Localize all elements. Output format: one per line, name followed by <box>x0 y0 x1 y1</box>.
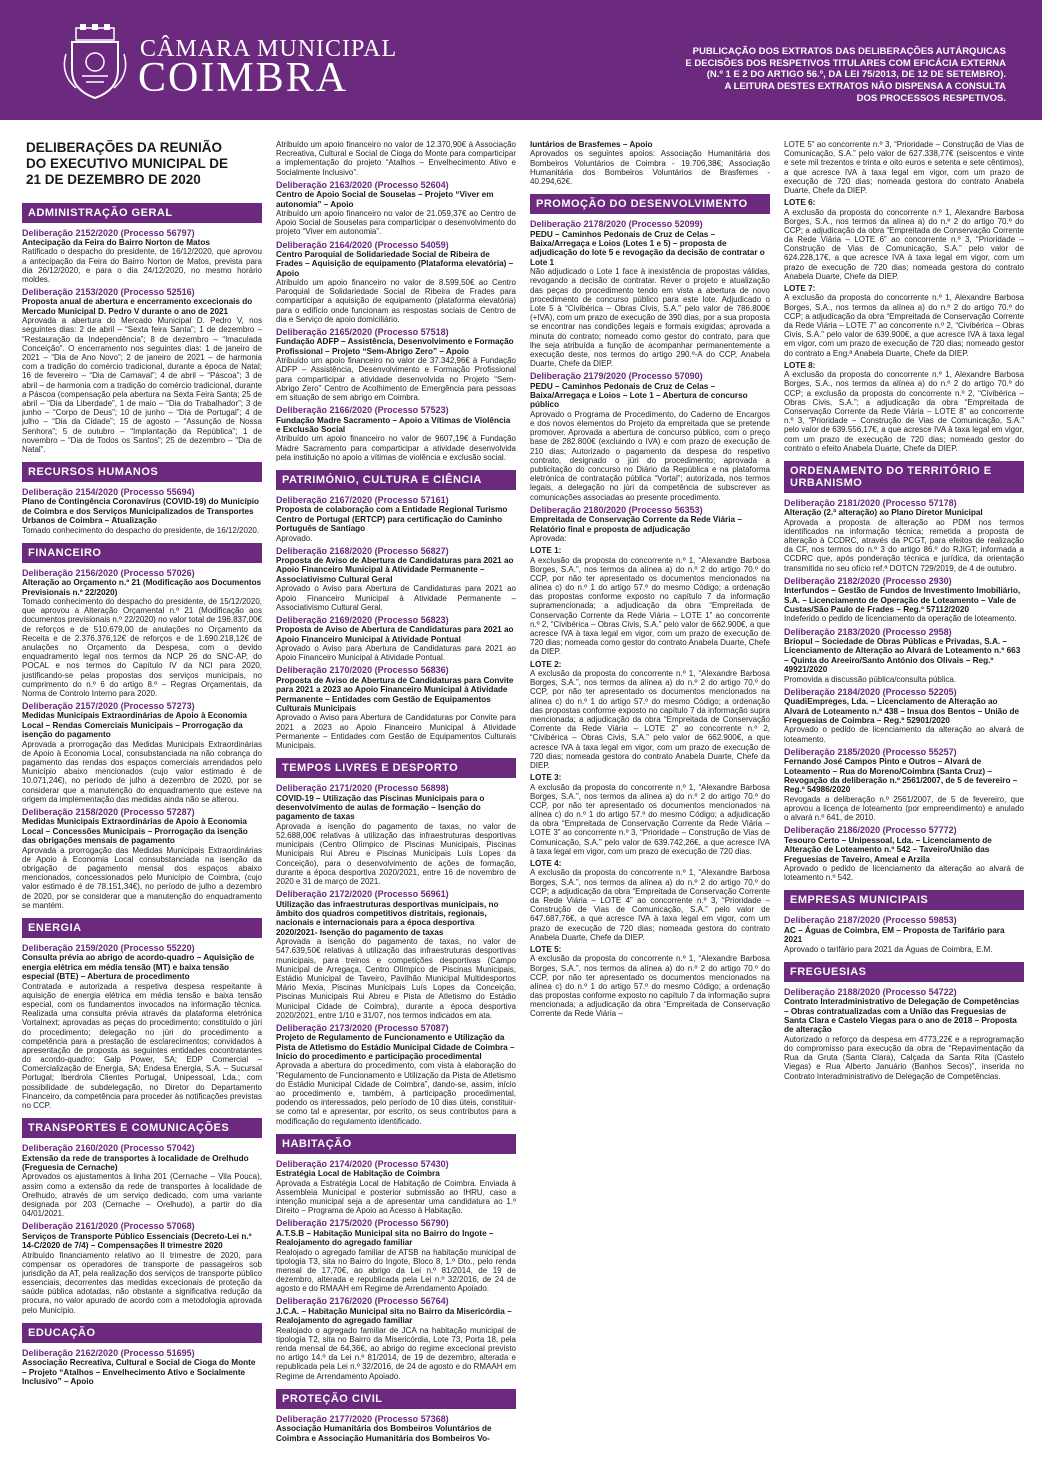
brand-name-line2: COIMBRA <box>138 55 349 101</box>
deliberation-number: Deliberação 2185/2020 (Processo 55257) <box>784 746 957 757</box>
deliberation-body: Promovida a discussão pública/consulta pública. <box>784 674 957 684</box>
section-header: PROMOÇÃO DO DESENVOLVIMENTO <box>530 194 770 214</box>
deliberation-body: LOTE 5” ao concorrente n.º 3, “Prioridade – Construção de Vias de Comunicação, S.A.” pelo valor de 627.338,77€ (seiscentos e vinte e sete mil trezentos e trinta e oito euros e setenta e sete cêntimos), a que acresce IVA à taxa legal em vigor, com um prazo de execução de 720 dias; nomeada gestora do contrato Anabela Duarte, Chefe da DIEP. <box>784 140 1024 195</box>
column-1 <box>22 140 262 1445</box>
title-line: DO EXECUTIVO MUNICIPAL DE <box>26 156 229 172</box>
deliberation-title: Medidas Municipais Extraordinárias de Apoio à Economia Local – Concessões Municipais – Prorrogação da isenção das obrigações mensais de pagamento <box>22 817 248 846</box>
deliberation-number: Deliberação 2175/2020 (Processo 56790) <box>276 1218 449 1229</box>
deliberation-body: Aprovada a prorrogação das Medidas Municipais Extraordinárias de Apoio à Economia Local, consubstanciada na não cobrança do pagamento das rendas dos espaços comerciais arrendados pelo Município abaixo mencionados (cujo valor estimado é de 10.071,24€), no período de julho a dezembro de 2020, por se considerar que a manutenção do enquadramento que esteve na origem da implementação das medidas ainda não se alterou. <box>22 739 262 804</box>
deliberation-body: Tomado conhecimento do despacho do presidente, de 15/12/2020, que aprovou a Alteração Orçamental n.º 21 (Modificação aos documentos previsionais n.º 22/2020) no valor total de 196.837,00€ de reforços e de 510.679,00 de anulações no Orçamento da Receita e de 2.376.376,12€ de reforços e de 1.690.218,12€ de anulações no Orçamento da Despesa, com o devido enquadramento legal nos termos da NCP 26 do SNC-AP, do POCAL e nos termos do Capítulo IV da NCI para 2020, justificando-se pelas propostas dos serviços municipais, no cumprimento do n.º 6 do artigo 8.º – Regras Orçamentais, da Norma de Controlo Interno para 2020. <box>22 597 262 698</box>
deliberation-body: Aprovado. <box>276 533 313 543</box>
deliberation-number: Deliberação 2179/2020 (Processo 57090) <box>530 371 703 382</box>
deliberation-number: Deliberação 2174/2020 (Processo 57430) <box>276 1158 449 1169</box>
deliberation-body: Aprovado o pedido de licenciamento da alteração ao alvará de loteamento n.º 542. <box>784 863 1024 883</box>
deliberation-body: Tomado conhecimento do despacho do presidente, de 16/12/2020. <box>22 525 260 535</box>
column-4 <box>784 140 1024 1445</box>
deliberation-title: Utilização das infraestruturas desportivas municipais, no âmbito dos quadros competitivos distritais, regionais, nacionais e internacionais para a época desportiva 2020/2021- Isenção do pagamento de taxas <box>276 899 499 937</box>
deliberation-body: Autorizado o reforço da despesa em 4773,22€ e a reprogramação do compromisso para execução da obra de “Repavimentação da Rua da Gruta (Santa Clara), Calçada da Santa Rita (Castelo Viegas) e Rua Alberto Januário (Banhos Secos)”, inserida no Contrato Interadministrativo de Delegação de Competências. <box>784 1034 1024 1081</box>
deliberation-body: Aprovado o tarifário para 2021 da Águas de Coimbra, E.M. <box>784 944 993 954</box>
deliberation-title: Proposta de Aviso de Abertura de Candidaturas para 2021 ao Apoio Financeiro Municipal à Atividade Permanente – Associativismo Cultural Geral <box>276 556 514 584</box>
deliberation-number: Deliberação 2184/2020 (Processo 52205) <box>784 686 957 697</box>
column-2 <box>276 140 516 1445</box>
section-header: ADMINISTRAÇÃO GERAL <box>22 203 262 223</box>
deliberation-body: A exclusão da proposta do concorrente n.º 1, “Alexandre Barbosa Borges, S.A.”, nos termos da alínea a) do n.º 2 do artigo 70.º do CCP, por não ter apresentado os documentos mencionados na alínea c) do n.º 1 do artigo 57.º do mesmo Código; a adjudicação da obra “Empreitada de Conservação Corrente da Rede Viária – LOTE 3” ao concorrente n.º 3, “Prioridade – Construção de Vias de Comunicação, S.A.” pelo valor de 639.742,26€, a que acresce IVA à taxa legal em vigor, com um prazo de execução de 720 dias. <box>530 782 770 856</box>
deliberation-title: Proposta de Aviso de Abertura de Candidaturas para 2021 ao Apoio Financeiro Municipal à Atividade Pontual <box>276 625 514 644</box>
deliberation-body: Aprovada a isenção do pagamento de taxas, no valor de 52.688,00€ relativas à utilização das infraestruturas desportivas municipais (Centro Olímpico de Piscinas Municipais, Piscinas Municipais Rui Abreu e Piscinas Municipais Luís Lopes da Conceição), para o desenvolvimento de ações de formação, durante a época desportiva 2020/2021, entre 16 de novembro de 2020 e 31 de março de 2021. <box>276 821 516 886</box>
notice-line: DOS PROCESSOS RESPETIVOS. <box>856 92 1006 104</box>
deliberation-number: Deliberação 2161/2020 (Processo 57068) <box>22 1221 195 1232</box>
notice-line: (N.º 1 E 2 DO ARTIGO 56.º, DA LEI 75/2013, DE 12 DE SETEMBRO). <box>706 69 1006 81</box>
deliberation-title: Centro de Apoio Social de Souselas – Projeto “Viver em autonomia” – Apoio <box>276 190 494 209</box>
deliberation-title: Plano de Contingência Coronavírus (COVID-19) do Município de Coimbra e dos Serviços Municipalizados de Transportes Urbanos de Coimbra – Atualização <box>22 497 259 526</box>
deliberation-title: LOTE 6: <box>784 198 816 208</box>
deliberation-title: Consulta prévia ao abrigo de acordo-quadro – Aquisição de energia elétrica em média tensão (MT) e baixa tensão especial (BTE) – Abertura de procedimento <box>22 953 255 982</box>
deliberation-body: Aprovada a proposta de alteração ao PDM nos termos identificados na informação técnica; remetida a proposta de alteração à CCDRC, através da PCGT, para efeitos de realização da CF, nos termos do n.º 3 do artigo 86.º do RJIGT; informada a CCDRC que, após ponderação técnica e jurídica, da orientação transmitida no seu ofício ref.ª DOTCN 729/2019, de 4 de outubro. <box>784 517 1024 573</box>
deliberation-number: Deliberação 2187/2020 (Processo 59853) <box>784 915 957 926</box>
publication-notice <box>676 46 1006 104</box>
deliberation-number: Deliberação 2176/2020 (Processo 56764) <box>276 1296 449 1307</box>
section-header: FREGUESIAS <box>784 962 1024 982</box>
deliberation-body: Aprovado o pedido de licenciamento da alteração ao alvará de loteamento. <box>784 725 1024 744</box>
deliberation-number: Deliberação 2152/2020 (Processo 56797) <box>22 227 195 238</box>
deliberation-body: Atribuído um apoio financeiro no valor de 8.599,50€ ao Centro Paroquial de Solidariedade Social de Ribeira de Frades para comparticipar a aquisição de equipamento (plataforma elevatória) para o edifício onde funcionam as respostas sociais de Centro de dia e Serviço de apoio domiciliário. <box>276 278 516 324</box>
deliberation-title: Contrato Interadministrativo de Delegação de Competências – Obras contratualizadas com a União das Freguesias de Santa Clara e Castelo Viegas para o ano de 2018 – Proposta de alteração <box>784 997 1020 1035</box>
deliberation-number: Deliberação 2156/2020 (Processo 57026) <box>22 567 195 578</box>
deliberation-body: Ratificado o despacho do presidente, de 16/12/2020, que aprovou a antecipação da Feira do Bairro Norton de Matos, prevista para dia 26/12/2020, e para o dia 24/12/2020, no mesmo horário moldes. <box>22 247 262 284</box>
deliberation-body: A exclusão da proposta do concorrente n.º 1, “Alexandre Barbosa Borges, S.A.”, nos termos da alínea a) do n.º 2 do artigo 70.º do CCP, por não ter apresentado os documentos mencionados na alínea c) do n.º 1 do artigo 57.º do mesmo Código; a ordenação das propostas conforme exposto no capítulo 7 da informação supra mencionada; a adjudicação da obra “Empreitada de Conservação Corrente da Rede Viária – <box>530 954 770 1019</box>
deliberation-title: LOTE 2: <box>530 659 562 669</box>
deliberation-number: Deliberação 2157/2020 (Processo 57273) <box>22 701 195 712</box>
section-header: EDUCAÇÃO <box>22 1323 262 1343</box>
deliberation-body: A exclusão da proposta do concorrente n.º 1, Alexandre Barbosa Borges, S.A., nos termos da alínea a) do n.º 2 do artigo 70.º do CCP; a exclusão da proposta do concorrente n.º 2, “Civibérica – Obras Civis, S.A.”; a adjudicação da obra “Empreitada de Conservação Corrente da Rede Viária – LOTE 8” ao concorrente n.º 3, “Prioridade – Construção de Vias de Comunicação, S.A.” pelo valor de 639.556,17€, a que acresce IVA à taxa legal em vigor, com um prazo de execução de 720 dias; nomeado gestor do contrato o efeito Anabela Duarte, Chefe da DIEP. <box>784 370 1024 453</box>
deliberation-title: AC – Águas de Coimbra, EM – Proposta de Tarifário para 2021 <box>784 925 1005 945</box>
deliberation-body: Aprovada a Estratégia Local de Habitação de Coimbra. Enviada à Assembleia Municipal e posterior submissão ao IHRU, caso a intenção municipal seja a de apresentar uma candidatura ao 1.º Direito – Programa de Apoio ao Acesso à Habitação. <box>276 1178 516 1216</box>
deliberation-body: Atribuído financiamento relativo ao II trimestre de 2020, para compensar os operadores de transporte de passageiros sob jurisdição da AT, pela realização dos serviços de transporte público essenciais, decorrentes das medidas excecionais de proteção da saúde pública adotadas, não obstante a significativa redução da procura, no valor apurado de acordo com a metodologia aprovada pelo Município. <box>22 1250 262 1315</box>
deliberation-title: LOTE 3: <box>530 773 562 783</box>
deliberation-title: Associação Humanitária dos Bombeiros Voluntários de Coimbra e Associação Humanitária dos Bombeiros Vo- <box>276 1424 492 1443</box>
deliberation-title: Associação Recreativa, Cultural e Social de Cioga do Monte – Projeto “Atalhos – Envelhecimento Ativo e Socialmente Inclusivo” – Apoio <box>22 1358 256 1387</box>
deliberation-title: LOTE 7: <box>784 284 816 294</box>
deliberation-title: QuadiEmpreges, Lda. – Licenciamento de Alteração ao Alvará de Loteamento n.º 438 – Insua dos Bentos – União de Freguesias de Coimbra – Reg.º 52901/2020 <box>784 697 1020 725</box>
deliberation-body: A exclusão da proposta do concorrente n.º 1, “Alexandre Barbosa Borges, S.A.”, nos termos da alínea a) do n.º 2 do artigo 70.º do CCP, por não ter apresentado os documentos mencionados na alínea c) do n.º 1 do artigo 57.º do mesmo Código; a ordenação das propostas conforme exposto no capítulo 7 da informação supramencionada; a adjudicação da obra “Empreitada de Conservação Corrente da Rede Viária – LOTE 1” ao concorrente n.º 2, “Civibérica – Obras Civis, S.A.” pelo valor de 662.900€, a que acresce IVA à taxa legal em vigor, com um prazo de execução de 720 dias; nomeada como gestor do contrato Anabela Duarte, Chefe da DIEP. <box>530 555 770 657</box>
deliberation-body: Aprovada a prorrogação das Medidas Municipais Extraordinárias de Apoio à Economia Local consubstanciada na isenção da obrigação de pagamento mensal dos espaços abaixo mencionados, concessionados pelo Município de Coimbra, (cujo valor estimado é de 78.151,34€), no período de julho a dezembro de 2020, por se considerar que a manutenção do enquadramento se mantém. <box>22 845 262 910</box>
title-line: 21 DE DEZEMBRO DE 2020 <box>26 172 201 188</box>
deliberation-title: Fernando José Campos Pinto e Outros – Alvará de Loteamento – Rua do Moreno/Coimbra (Santa Cruz) – Revogação da deliberação n.º 2561/2007, de 5 de fevereiro – Reg.º 54986/2020 <box>784 757 1018 795</box>
deliberation-title: luntários de Brasfemes – Apoio <box>530 140 653 149</box>
deliberation-title: Empreitada de Conservação Corrente da Rede Viária – Relatório final e proposta de adjudicação <box>530 515 742 534</box>
deliberation-title: A.T.S.B – Habitação Municipal sita no Bairro do Ingote – Realojamento do agregado familiar <box>276 1228 494 1248</box>
deliberation-number: Deliberação 2163/2020 (Processo 52604) <box>276 179 449 190</box>
deliberation-number: Deliberação 2167/2020 (Processo 57161) <box>276 494 449 505</box>
deliberation-title: Proposta de Aviso de Abertura de Candidaturas para Convite para 2021 a 2023 ao Apoio Financeiro Municipal à Atividade Permanente – Entidades com Gestão de Equipamentos Culturais Municipais <box>276 675 514 714</box>
deliberation-title: Medidas Municipais Extraordinárias de Apoio à Economia Local – Rendas Comerciais Municipais – Prorrogação da isenção do pagamento <box>22 711 247 740</box>
deliberation-title: Projeto de Regulamento de Funcionamento e Utilização da Pista de Atletismo do Estádio Municipal Cidade de Coimbra – Início do procedimento e participação procedimental <box>276 1033 515 1062</box>
deliberation-body: A exclusão da proposta do concorrente n.º 1, “Alexandre Barbosa Borges, S.A.”, nos termos da alínea a) do n.º 2 do artigo 70.º do CCP; a adjudicação da obra “Empreitada de Conservação Corrente da Rede Viária – LOTE 4” ao concorrente n.º 3, “Prioridade – Construção de Vias de Comunicação, S.A.” pelo valor de 647.687,76€, a que acresce IVA à taxa legal em vigor, com um prazo de execução de 720 dias; nomeada gestora do contrato Anabela Duarte, Chefe da DIEP. <box>530 868 770 942</box>
deliberation-body: Aprovada: <box>530 533 567 543</box>
deliberation-title: Alteração ao Orçamento n.º 21 (Modificação aos Documentos Previsionais n.º 22/2020) <box>22 578 262 597</box>
deliberation-title: PEDU – Caminhos Pedonais de Cruz de Celas – Baixa/Arregaça e Loios – Lote 1 – Abertura de concurso público <box>530 381 748 410</box>
deliberation-body: Realojado o agregado familiar de ATSB na habitação municipal de tipologia T3, sita no Bairro do Ingote, Bloco 8, 1.º Dto., pelo renda mensal de 17,70€, ao abrigo da Lei n.º 81/2014, de 19 de dezembro, alterada e republicada pela Lei n.º 32/2016, de 24 de agosto e do RMAAH em Regime de Arrendamento Apoiado. <box>276 1247 516 1294</box>
deliberation-number: Deliberação 2186/2020 (Processo 57772) <box>784 825 957 836</box>
deliberation-number: Deliberação 2153/2020 (Processo 52516) <box>22 287 195 298</box>
deliberation-body: Aprovado o Aviso para Abertura de Candidaturas para 2021 ao Apoio Financeiro Municipal à Atividade Permanente – Associativismo Cultural Geral. <box>276 584 516 612</box>
deliberation-body: Aprovada a abertura do Mercado Municipal D. Pedro V, nos seguintes dias: 2 de abril – “Sexta feira Santa”; 1 de dezembro – “Restauração da Independência”; 8 de dezembro – “Imaculada Conceição”. O encerramento nos seguintes dias: 1 de janeiro de 2021 – “Dia de Ano Novo”; 2 de janeiro de 2021 – de harmonia com a tradição do comércio tradicional, durante a época de Natal; 16 de fevereiro – “Dia de Carnaval”; 4 de abril – “Páscoa”; 3 de abril – de harmonia com a tradição do comércio tradicional, durante a Páscoa (compensação pela abertura na Sexta Feira Santa; 25 de abril – “Dia da Liberdade”, 1 de maio – “Dia do Trabalhador”; 3 de junho – “Corpo de Deus”; 10 de junho – “Dia de Portugal”; 4 de julho – “Dia da Cidade”; 15 de agosto – “Assunção de Nossa Senhora”; 5 de outubro – “Implantação da República”; 1 de novembro – “Dia de Todos os Santos”; 25 de dezembro – “Dia de Natal”. <box>22 316 262 454</box>
coat-of-arms-icon <box>62 24 128 100</box>
deliberation-number: Deliberação 2183/2020 (Processo 2958) <box>784 626 952 637</box>
deliberation-body: Aprovados os seguintes apoios: Associação Humanitária dos Bombeiros Voluntários de Coimbra - 19.706,38€; Associação Humanitária dos Bombeiros Voluntários de Brasfemes - 40.294,62€. <box>530 149 770 186</box>
deliberation-number: Deliberação 2172/2020 (Processo 56961) <box>276 889 449 900</box>
deliberation-number: Deliberação 2181/2020 (Processo 57178) <box>784 497 957 508</box>
deliberation-number: Deliberação 2171/2020 (Processo 56898) <box>276 783 449 794</box>
deliberation-title: LOTE 8: <box>784 360 816 370</box>
deliberation-number: Deliberação 2154/2020 (Processo 55694) <box>22 487 195 498</box>
deliberation-body: Aprovado o Aviso para Abertura de Candidaturas para 2021 ao Apoio Financeiro Municipal à Atividade Pontual. <box>276 644 516 663</box>
deliberation-body: Aprovada a abertura do procedimento, com vista à elaboração do “Regulamento de Funcionamento e Utilização da Pista de Atletismo do Estádio Municipal Cidade de Coimbra”, dando-se, assim, início ao procedimento e, também, à participação procedimental, podendo os interessados, pelo período de 10 dias úteis, constituir-se como tal e apresentar, por escrito, os seus contributos para a modificação do regulamento identificado. <box>276 1061 516 1126</box>
deliberation-body: Realojado o agregado familiar de JCA na habitação municipal de tipologia T2, sita no Bairro da Misericórdia, Lote 73, Porta 18, pela renda mensal de 64,36€, ao abrigo do regime excecional previsto no artigo 14.º da Lei n.º 81/2014, de 19 de dezembro, alterada e republicada pela Lei n.º 32/2016, de 24 de agosto e do RMAAH em Regime de Arrendamento Apoiado. <box>276 1325 516 1381</box>
deliberation-title: Antecipação da Feira do Bairro Norton de Matos <box>22 237 210 247</box>
deliberation-title: LOTE 5: <box>530 944 562 954</box>
deliberation-title: J.C.A. – Habitação Municipal sita no Bairro da Misericórdia – Realojamento do agregado familiar <box>276 1306 512 1326</box>
section-header: EMPRESAS MUNICIPAIS <box>784 890 1024 910</box>
deliberation-title: Fundação Madre Sacramento – Apoio a Vítimas de Violência e Exclusão Social <box>276 415 511 434</box>
deliberation-title: Proposta de colaboração com a Entidade Regional Turismo Centro de Portugal (ERTCP) para certificação do Caminho Português de Santiago <box>276 505 508 534</box>
deliberation-number: Deliberação 2158/2020 (Processo 57287) <box>22 807 195 818</box>
deliberation-title: Serviços de Transporte Público Essenciais (Decreto-Lei n.º 14-C/2020 de 7/4) – Compensações II trimestre 2020 <box>22 1231 252 1251</box>
section-header: ORDENAMENTO DO TERRITÓRIO E URBANISMO <box>784 461 1024 493</box>
section-header: FINANCEIRO <box>22 543 262 563</box>
deliberation-title: Extensão da rede de transportes à localidade de Orelhudo (Freguesia de Cernache) <box>22 1153 249 1172</box>
deliberation-body: Aprovado o Programa de Procedimento, do Caderno de Encargos e dos novos elementos do Projeto da empreitada que se pretende promover. Aprovada a abertura de concurso público, com o preço base de 282.800€ (excluindo o IVA) e com prazo de execução de 210 dias; Autorizado o pagamento da despesa do respetivo contrato, designado o júri do procedimento; aprovada a publicitação do concurso no Diário da República e na plataforma eletrónica de contratação pública “Vortal”; autorizada, nos termos legais, a delegação no júri da competência de subscrever as comunicações associadas ao presente procedimento. <box>530 409 770 502</box>
deliberation-body: Atribuído um apoio financeiro no valor de 12.370,90€ à Associação Recreativa, Cultural e Social de Cioga do Monte para comparticipar a implementação do projeto “Atalhos – Envelhecimento Ativo e Socialmente Inclusivo”. <box>276 140 516 177</box>
deliberation-number: Deliberação 2178/2020 (Processo 52099) <box>530 219 703 230</box>
section-header: ENERGIA <box>22 918 262 938</box>
deliberation-body: Indeferido o pedido de licenciamento da operação de loteamento. <box>784 614 1017 624</box>
section-header: TRANSPORTES E COMUNICAÇÕES <box>22 1118 262 1138</box>
deliberation-number: Deliberação 2168/2020 (Processo 56827) <box>276 545 449 556</box>
page-title <box>26 140 262 189</box>
deliberation-title: Briopul – Sociedade de Obras Públicas e Privadas, S.A. – Licenciamento de Alteração ao Alvará de Loteamento n.º 663 – Quinta do Areeiro/Santo António dos Olivais – Reg.º 49921/2020 <box>784 636 1021 675</box>
deliberation-body: A exclusão da proposta do concorrente n.º 1, “Alexandre Barbosa Borges, S.A.”, nos termos da alínea a) do n.º 2 do artigo 70.º do CCP, por não ter apresentado os documentos mencionados na alínea c) do n.º 1 do artigo 57.º do mesmo Código; a ordenação das propostas conforme exposto no capítulo 7 da informação supra mencionada; a adjudicação da obra “Empreitada de Conservação Corrente da Rede Viária – LOTE 2” ao concorrente n.º 2, “Civibérica – Obras Civis, S.A.” pelo valor de 662.900€, a que acresce IVA à taxa legal em vigor, com um prazo de execução de 720 dias; nomeada gestora do contrato Anabela Duarte, Chefe da DIEP. <box>530 669 770 770</box>
deliberation-number: Deliberação 2177/2020 (Processo 57368) <box>276 1413 449 1424</box>
deliberation-title: Proposta anual de abertura e encerramento excecionais do Mercado Municipal D. Pedro V durante o ano de 2021 <box>22 297 253 316</box>
notice-line: PUBLICAÇÃO DOS EXTRATOS DAS DELIBERAÇÕES AUTÁRQUICAS <box>692 46 1006 57</box>
section-header: TEMPOS LIVRES E DESPORTO <box>276 758 516 778</box>
header-banner <box>0 0 1042 120</box>
deliberation-title: Fundação ADFP – Assistência, Desenvolvimento e Formação Profissional – Projeto “Sem-Abrigo Zero” – Apoio <box>276 337 514 356</box>
deliberation-title: PEDU – Caminhos Pedonais de Cruz de Celas – Baixa/Arregaça e Loios (Lotes 1 e 5) – proposta de adjudicação do lote 5 e revogação da decisão de contratar o Lote 1 <box>530 229 765 267</box>
deliberation-body: Aprovado o Aviso para Abertura de Candidaturas por Convite para 2021 a 2023 ao Apoio Financeiro Municipal à Atividade Permanente – Entidades com Gestão de Equipamentos Culturais Municipais. <box>276 713 516 751</box>
deliberation-title: Centro Paroquial de Solidariedade Social de Ribeira de Frades – Aquisição de equipamento (Plataforma elevatória) – Apoio <box>276 249 514 278</box>
notice-line: E DECISÕES DOS RESPETIVOS TITULARES COM EFICÁCIA EXTERNA <box>685 57 1006 69</box>
deliberation-title: Alteração (2.ª alteração) ao Plano Diretor Municipal <box>784 508 983 518</box>
deliberation-title: COVID-19 – Utilização das Piscinas Municipais para o desenvolvimento de aulas de formação – Isenção do pagamento de taxas <box>276 793 485 822</box>
deliberation-body: Contratada e autorizada a respetiva despesa respeitante à aquisição de energia elétrica em média tensão e baixa tensão especial, com os fundamentos invocados na informação técnica. Realizada uma consulta prévia através da plataforma eletrónica Vortalnext; aprovadas as peças do procedimento; constituído o júri do procedimento; delegação no júri do procedimento a competência para a prestação de esclarecimentos; convidados à apresentação de proposta as seguintes entidades cocontratantes do acordo-quadro: Galp Power, SA; EDP Comercial – Comercialização de Energia, SA; Endesa Energia, S.A. – Sucursal Portugal; Iberdrola Clientes Portugal, Unipessoal, Lda.; com possibilidade de subdelegação, no Diretor do Departamento Financeiro, da competência para proceder às notificações previstas no CCP. <box>22 981 262 1111</box>
deliberation-body: Atribuído um apoio financeiro no valor de 37.342,96€ à Fundação ADFP – Assistência, Desenvolvimento e Formação Profissional para comparticipar a atividade desenvolvida no Projeto “Sem-Abrigo Zero” Centro de Acolhimento de Emergência para pessoas em situação de sem abrigo em Coimbra. <box>276 356 516 402</box>
deliberation-title: LOTE 4: <box>530 859 562 869</box>
notice-line: A LEITURA DESTES EXTRATOS NÃO DISPENSA A CONSULTA <box>724 81 1006 93</box>
deliberation-number: Deliberação 2162/2020 (Processo 51695) <box>22 1347 195 1358</box>
deliberation-body: Atribuído um apoio financeiro no valor de 9607,19€ à Fundação Madre Sacramento para comparticipar a atividade desenvolvida pela instituição no apoio a vítimas de violência e exclusão social. <box>276 434 516 462</box>
deliberation-body: A exclusão da proposta do concorrente n.º 1, Alexandre Barbosa Borges, S.A., nos termos da alínea a) do n.º 2 do artigo 70.º do CCP; a adjudicação da obra “Empreitada de Conservação Corrente da Rede Viária – LOTE 7” ao concorrente n.º 2, “Civibérica – Obras Civis, S.A.” pelo valor de 639.900€, a que acresce IVA à taxa legal em vigor, com um prazo de execução de 720 dias; nomeado gestor do contrato a Eng.ª Anabela Duarte, Chefe da DIEP. <box>784 293 1024 358</box>
deliberation-number: Deliberação 2164/2020 (Processo 54059) <box>276 239 449 250</box>
section-header: HABITAÇÃO <box>276 1134 516 1154</box>
section-header: RECURSOS HUMANOS <box>22 462 262 482</box>
deliberation-title: Tesouro Certo – Unipessoal, Lda. – Licenciamento de Alteração de Loteamento n.º 542 – Taveiro/União das Freguesias de Taveiro, Ameal e Arzila <box>784 835 992 864</box>
deliberation-number: Deliberação 2182/2020 (Processo 2930) <box>784 575 952 586</box>
deliberation-number: Deliberação 2169/2020 (Processo 56823) <box>276 614 449 625</box>
deliberation-number: Deliberação 2180/2020 (Processo 56353) <box>530 504 703 515</box>
brand-name-line1: CÂMARA MUNICIPAL <box>140 36 398 62</box>
deliberation-number: Deliberação 2160/2020 (Processo 57042) <box>22 1143 195 1154</box>
deliberation-body: Aprovada a isenção do pagamento de taxas, no valor de 547.639,50€ relativas à utilização das infraestruturas desportivas municipais, para treinos e competições desportivas (Campo Municipal de Arregaça, Centro Olímpico de Piscinas Municipais, Estádio Municipal de Taveiro, Pavilhão Municipal Multidesportos Mário Mexia, Piscinas Municipais Luís Lopes da Conceição, Piscinas Municipais Rui Abreu e Pista de Atletismo do Estádio Municipal Cidade de Coimbra), durante a época desportiva 2020/2021, entre 1/10 e 31/07, nos termos indicados em ata. <box>276 937 516 1020</box>
deliberation-number: Deliberação 2165/2020 (Processo 57518) <box>276 327 449 338</box>
deliberation-number: Deliberação 2166/2020 (Processo 57523) <box>276 405 449 416</box>
deliberation-number: Deliberação 2188/2020 (Processo 54722) <box>784 986 957 997</box>
deliberation-title: Estratégia Local de Habitação de Coimbra <box>276 1169 440 1179</box>
column-3 <box>530 140 770 1445</box>
deliberation-title: LOTE 1: <box>530 546 562 556</box>
deliberation-number: Deliberação 2159/2020 (Processo 55220) <box>22 942 195 953</box>
deliberation-body: Não adjudicado o Lote 1 face à inexistência de propostas válidas, revogando a decisão de contratar. Rever o projeto e atualização das peças do procedimento tendo em vista a abertura de novo procedimento de concurso público para este lote. Adjudicado o Lote 5 à “Civibérica – Obras Civis, S.A.” pelo valor de 786.800€ (+IVA), com um prazo de execução de 390 dias, por a sua proposta se encontrar nas condições legais e formais exigidas; aprovada a minuta do contrato; nomeado como gestor do contrato, para que lhe seja atribuída a função de acompanhar permanentemente a execução deste, nos termos do artigo 290.º-A do CCP, Anabela Duarte, Chefe da DIEP. <box>530 267 770 369</box>
section-header: PATRIMÓNIO, CULTURA E CIÊNCIA <box>276 470 516 490</box>
deliberation-number: Deliberação 2173/2020 (Processo 57087) <box>276 1022 449 1033</box>
deliberation-body: Revogada a deliberação n.º 2561/2007, de 5 de fevereiro, que aprovou a licença de loteamento (por empreendimento) e anulado o alvará n.º 641, de 2010. <box>784 794 1024 823</box>
deliberation-number: Deliberação 2170/2020 (Processo 56836) <box>276 665 449 676</box>
deliberation-body: A exclusão da proposta do concorrente n.º 1, Alexandre Barbosa Borges, S.A., nos termos da alínea a) do n.º 2 do artigo 70.º do CCP; a adjudicação da obra “Empreitada de Conservação Corrente da Rede Viária – LOTE 6” ao concorrente n.º 3, “Prioridade – Construção de Vias de Comunicação, S.A.” pelo valor de 624.228,17€, a que acresce IVA à taxa legal em vigor, com um prazo de execução de 720 dias; nomeada gestora do contrato Anabela Duarte, Chefe da DIEP. <box>784 207 1024 281</box>
deliberation-body: Aprovados os ajustamentos à linha 201 (Cernache – Vila Pouca), assim como a extensão da rede de transportes à localidade de Orelhudo, através de um serviço dedicado, com uma variante designada por 203 (Cernache – Orelhudo), a partir do dia 04/01/2021. <box>22 1172 262 1219</box>
deliberation-body: Atribuído um apoio financeiro no valor de 21.059,37€ ao Centro de Apoio Social de Souselas para comparticipar o desenvolvimento do projeto “Viver em autonomia”. <box>276 208 516 237</box>
title-line: DELIBERAÇÕES DA REUNIÃO <box>26 140 223 155</box>
deliberation-title: Interfundos – Gestão de Fundos de Investimento Imobiliário, S.A. – Licenciamento de Operação de Loteamento – Vale de Custas/São Paulo de Frades – Reg.º 57112/2020 <box>784 586 1021 614</box>
section-header: PROTEÇÃO CIVIL <box>276 1389 516 1409</box>
